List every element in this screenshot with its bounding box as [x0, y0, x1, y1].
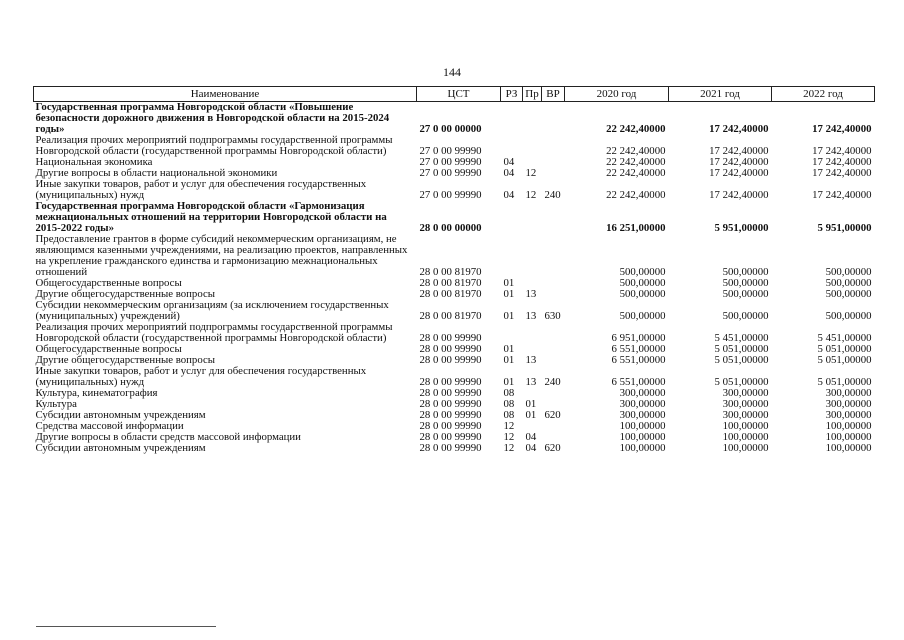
cell-rz: 01: [503, 310, 515, 322]
cell-pr: 13: [525, 355, 537, 366]
cell-cst: 28 0 00 99990: [419, 332, 482, 344]
table-row: [34, 366, 875, 388]
table-row: [34, 157, 875, 168]
cell-y2020: 500,00000: [619, 266, 666, 278]
table-row: [34, 289, 875, 300]
cell-vr: [542, 432, 565, 443]
cell-y2022: 300,00000: [825, 410, 872, 421]
cell-rz: [501, 135, 523, 157]
cell-rz: 12: [503, 421, 515, 432]
cell-cst: 28 0 00 81970: [419, 278, 482, 289]
table-row: [34, 388, 875, 399]
cell-cst: 28 0 00 99990: [419, 388, 482, 399]
cell-rz: 01: [503, 289, 515, 300]
cell-y2021: 17 242,40000: [709, 157, 769, 168]
cell-y2021: 100,00000: [722, 443, 769, 454]
header-2020: 2020 год: [565, 87, 669, 102]
cell-name: Национальная экономика: [35, 157, 153, 168]
cell-pr: [523, 135, 542, 157]
cell-y2022: 500,00000: [825, 266, 872, 278]
budget-table: [33, 86, 875, 454]
cell-y2020: 300,00000: [619, 388, 666, 399]
table-row: [34, 234, 875, 278]
cell-rz: 12: [503, 432, 515, 443]
cell-y2022: 5 051,00000: [817, 344, 872, 355]
cell-y2020: 6 551,00000: [611, 344, 666, 355]
table-row: [34, 443, 875, 454]
cell-rz: [501, 322, 523, 344]
cell-y2021: 500,00000: [722, 289, 769, 300]
cell-name: Общегосударственные вопросы: [35, 344, 182, 355]
cell-y2022: 500,00000: [825, 310, 872, 322]
cell-y2021: 5 051,00000: [714, 355, 769, 366]
table-header: [34, 87, 875, 102]
cell-name: Иные закупки товаров, работ и услуг для обеспечения государственных (муниципальных) нужд: [35, 179, 367, 201]
cell-cst: 28 0 00 99990: [419, 376, 482, 388]
cell-vr: [542, 157, 565, 168]
cell-pr: [523, 234, 542, 278]
cell-y2020: 500,00000: [619, 310, 666, 322]
cell-y2020: 500,00000: [619, 289, 666, 300]
cell-vr: 620: [544, 410, 561, 421]
cell-name: Другие общегосударственные вопросы: [35, 355, 216, 366]
cell-y2021: 300,00000: [722, 388, 769, 399]
cell-y2022: 100,00000: [825, 432, 872, 443]
cell-name: Общегосударственные вопросы: [35, 278, 182, 289]
cell-cst: 28 0 00 81970: [419, 289, 482, 300]
cell-cst: 28 0 00 81970: [419, 266, 482, 278]
cell-pr: 01: [525, 399, 537, 410]
header-2022: 2022 год: [772, 87, 875, 102]
cell-y2021: 300,00000: [722, 410, 769, 421]
cell-y2021: 100,00000: [722, 432, 769, 443]
cell-vr: [542, 135, 565, 157]
header-pr: Пр: [523, 87, 542, 102]
cell-rz: 08: [503, 410, 515, 421]
table-row: [34, 344, 875, 355]
cell-rz: 01: [503, 355, 515, 366]
cell-y2020: 22 242,40000: [606, 189, 666, 201]
cell-y2022: 17 242,40000: [812, 189, 872, 201]
cell-cst: 27 0 00 99990: [419, 157, 482, 168]
cell-pr: [523, 157, 542, 168]
cell-y2020: 22 242,40000: [606, 157, 666, 168]
table-row: [34, 399, 875, 410]
cell-y2020: 22 242,40000: [606, 145, 666, 157]
cell-y2021: 5 451,00000: [714, 332, 769, 344]
header-vr: ВР: [542, 87, 565, 102]
cell-pr: [523, 278, 542, 289]
cell-y2020: 6 551,00000: [611, 376, 666, 388]
header-name: Наименование: [34, 87, 417, 102]
cell-cst: 28 0 00 99990: [419, 410, 482, 421]
cell-y2020: 22 242,40000: [606, 123, 666, 135]
cell-name: Другие общегосударственные вопросы: [35, 289, 216, 300]
cell-name: Предоставление грантов в форме субсидий некоммерческим организациям, не являющимся казенными учреждениями, на реализацию проектов, направленных на укрепление гражданского единства и гармонизацию межнациональных отношений: [35, 234, 408, 278]
cell-name: Средства массовой информации: [35, 421, 184, 432]
cell-y2020: 300,00000: [619, 399, 666, 410]
cell-y2022: 300,00000: [825, 399, 872, 410]
cell-y2021: 5 051,00000: [714, 376, 769, 388]
cell-y2022: 5 051,00000: [817, 355, 872, 366]
cell-y2022: 300,00000: [825, 388, 872, 399]
footer-rule: [36, 626, 216, 627]
cell-y2020: 100,00000: [619, 432, 666, 443]
page-number: 144: [443, 65, 461, 79]
cell-y2021: 100,00000: [722, 421, 769, 432]
table-row: [34, 322, 875, 344]
cell-y2022: 17 242,40000: [812, 168, 872, 179]
cell-y2020: 6 551,00000: [611, 355, 666, 366]
cell-rz: 08: [503, 399, 515, 410]
cell-name: Субсидии автономным учреждениям: [35, 443, 206, 454]
table-row: [34, 102, 875, 136]
cell-rz: 08: [503, 388, 515, 399]
cell-vr: [542, 322, 565, 344]
cell-y2022: 5 951,00000: [817, 222, 872, 234]
cell-y2022: 17 242,40000: [812, 145, 872, 157]
header-row: [34, 87, 875, 102]
cell-y2020: 16 251,00000: [606, 222, 666, 234]
cell-pr: 01: [525, 410, 537, 421]
cell-rz: [501, 201, 523, 234]
cell-name: Другие вопросы в области средств массовой информации: [35, 432, 301, 443]
cell-y2020: 500,00000: [619, 278, 666, 289]
cell-y2020: 22 242,40000: [606, 168, 666, 179]
table-row: [34, 135, 875, 157]
cell-y2021: 5 051,00000: [714, 344, 769, 355]
cell-vr: [542, 289, 565, 300]
table-row: [34, 432, 875, 443]
cell-cst: 27 0 00 99990: [419, 189, 482, 201]
cell-pr: [523, 201, 542, 234]
table-row: [34, 201, 875, 234]
cell-y2020: 100,00000: [619, 421, 666, 432]
cell-vr: 240: [544, 376, 561, 388]
cell-cst: 28 0 00 99990: [419, 421, 482, 432]
cell-rz: 04: [503, 157, 515, 168]
cell-cst: 28 0 00 99990: [419, 355, 482, 366]
cell-pr: 13: [525, 289, 537, 300]
cell-name: Другие вопросы в области национальной экономики: [35, 168, 278, 179]
cell-vr: [542, 102, 565, 136]
cell-y2021: 17 242,40000: [709, 189, 769, 201]
cell-pr: 12: [525, 168, 537, 179]
cell-vr: [542, 234, 565, 278]
cell-cst: 28 0 00 99990: [419, 399, 482, 410]
cell-rz: 04: [503, 189, 515, 201]
cell-y2021: 5 951,00000: [714, 222, 769, 234]
cell-y2021: 17 242,40000: [709, 145, 769, 157]
cell-y2021: 17 242,40000: [709, 168, 769, 179]
cell-vr: [542, 355, 565, 366]
table-row: [34, 300, 875, 322]
header-2021: 2021 год: [669, 87, 772, 102]
cell-y2022: 100,00000: [825, 421, 872, 432]
cell-cst: 27 0 00 99990: [419, 145, 482, 157]
cell-y2022: 17 242,40000: [812, 157, 872, 168]
cell-y2022: 5 451,00000: [817, 332, 872, 344]
header-rz: РЗ: [501, 87, 523, 102]
cell-rz: [501, 102, 523, 136]
cell-name: Государственная программа Новгородской области «Повышение безопасности дорожного движения в Новгородской области на 2015-2024 годы»: [35, 101, 390, 135]
cell-y2022: 500,00000: [825, 278, 872, 289]
cell-name: Культура: [35, 399, 77, 410]
cell-vr: [542, 388, 565, 399]
cell-pr: 13: [525, 310, 537, 322]
cell-name: Реализация прочих мероприятий подпрограммы государственной программы Новгородской области (государственной программы Новгородской области): [35, 135, 393, 157]
cell-cst: 28 0 00 99990: [419, 344, 482, 355]
cell-cst: 28 0 00 00000: [419, 222, 482, 234]
cell-pr: [523, 388, 542, 399]
cell-vr: [542, 399, 565, 410]
cell-pr: 04: [525, 443, 537, 454]
table-row: [34, 168, 875, 179]
cell-y2021: 500,00000: [722, 266, 769, 278]
cell-cst: 28 0 00 81970: [419, 310, 482, 322]
cell-rz: 01: [503, 376, 515, 388]
cell-y2022: 500,00000: [825, 289, 872, 300]
cell-pr: [523, 322, 542, 344]
table-row: [34, 179, 875, 201]
cell-y2020: 6 951,00000: [611, 332, 666, 344]
cell-y2022: 17 242,40000: [812, 123, 872, 135]
cell-pr: [523, 344, 542, 355]
cell-cst: 28 0 00 99990: [419, 443, 482, 454]
cell-rz: 01: [503, 278, 515, 289]
cell-name: Культура, кинематография: [35, 388, 158, 399]
cell-y2021: 500,00000: [722, 310, 769, 322]
cell-y2022: 5 051,00000: [817, 376, 872, 388]
cell-name: Субсидии некоммерческим организациям (за исключением государственных (муниципальных) учреждений): [35, 300, 389, 322]
cell-vr: [542, 201, 565, 234]
cell-vr: [542, 421, 565, 432]
cell-name: Реализация прочих мероприятий подпрограммы государственной программы Новгородской области (государственной программы Новгородской области): [35, 322, 393, 344]
cell-rz: 04: [503, 168, 515, 179]
cell-rz: 01: [503, 344, 515, 355]
cell-y2021: 300,00000: [722, 399, 769, 410]
cell-pr: 12: [525, 189, 537, 201]
table-row: [34, 410, 875, 421]
cell-pr: [523, 102, 542, 136]
cell-rz: 12: [503, 443, 515, 454]
cell-vr: 240: [544, 189, 561, 201]
cell-name: Государственная программа Новгородской области «Гармонизация межнациональных отношений на территории Новгородской области на 2015-2022 годы»: [35, 201, 387, 234]
cell-pr: 13: [525, 376, 537, 388]
table-body: [34, 102, 875, 455]
cell-name: Иные закупки товаров, работ и услуг для обеспечения государственных (муниципальных) нужд: [35, 366, 367, 388]
cell-vr: 620: [544, 443, 561, 454]
cell-y2020: 300,00000: [619, 410, 666, 421]
table-row: [34, 355, 875, 366]
cell-pr: [523, 421, 542, 432]
cell-vr: [542, 168, 565, 179]
cell-name: Субсидии автономным учреждениям: [35, 410, 206, 421]
cell-vr: 630: [544, 310, 561, 322]
cell-cst: 27 0 00 00000: [419, 123, 482, 135]
cell-y2020: 100,00000: [619, 443, 666, 454]
cell-y2021: 17 242,40000: [709, 123, 769, 135]
cell-y2021: 500,00000: [722, 278, 769, 289]
cell-y2022: 100,00000: [825, 443, 872, 454]
cell-cst: 28 0 00 99990: [419, 432, 482, 443]
table-row: [34, 278, 875, 289]
cell-rz: [501, 234, 523, 278]
cell-vr: [542, 344, 565, 355]
cell-pr: 04: [525, 432, 537, 443]
table-row: [34, 421, 875, 432]
cell-cst: 27 0 00 99990: [419, 168, 482, 179]
header-cst: ЦСТ: [417, 87, 501, 102]
cell-vr: [542, 278, 565, 289]
